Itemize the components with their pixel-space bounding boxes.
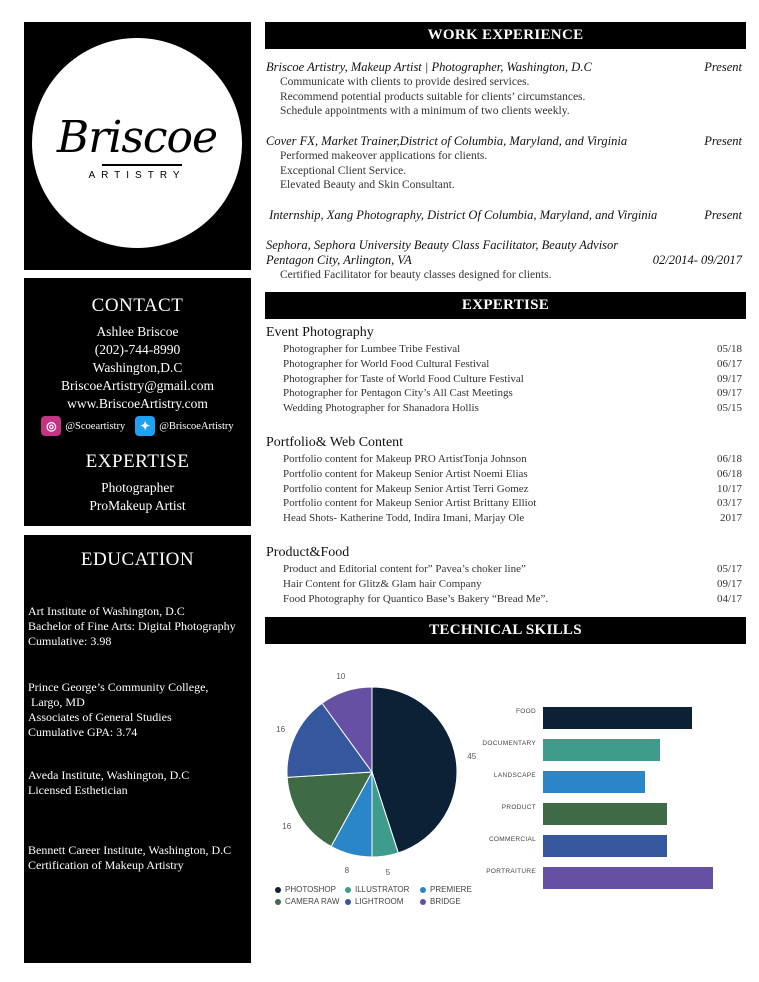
item-text: Portfolio content for Makeup Senior Artist Terri Gomez (283, 482, 529, 495)
job-entry (266, 208, 742, 223)
legend-swatch (275, 887, 281, 893)
pie-legend (275, 885, 485, 906)
education-school: Aveda Institute, Washington, D.C (28, 768, 190, 782)
legend-label: CAMERA RAW (285, 897, 340, 906)
list-item (266, 342, 742, 357)
logo-underline (102, 164, 182, 166)
legend-swatch (345, 887, 351, 893)
education-gpa: Cumulative: 3.98 (28, 634, 112, 648)
education-entry (28, 768, 189, 798)
item-text: Hair Content for Glitz& Glam hair Company (283, 577, 482, 590)
job-duty: Certified Facilitator for beauty classes designed for clients. (280, 269, 552, 281)
list-item (266, 467, 742, 482)
expertise-header: EXPERTISE (265, 292, 746, 319)
bar-label: DOCUMENTARY (482, 740, 536, 747)
twitter-handle[interactable]: @BriscoeArtistry (159, 420, 234, 432)
item-date: 04/17 (716, 592, 742, 605)
job-entry (266, 134, 742, 193)
logo-script: Briscoe (56, 112, 218, 163)
legend-label: BRIDGE (430, 897, 461, 906)
education-degree: Licensed Esthetician (28, 783, 128, 797)
list-item (266, 496, 742, 511)
item-text: Head Shots- Katherine Todd, Indira Imani, Marjay Ole (283, 512, 525, 525)
pie-data-label: 45 (467, 752, 477, 762)
education-school: Prince George’s Community College, (28, 680, 209, 694)
item-text: Photographer for World Food Cultural Festival (283, 357, 490, 370)
bar-commercial (543, 835, 667, 857)
bar-food (543, 707, 692, 729)
software-pie-chart (270, 671, 477, 877)
job-title: Cover FX, Market Trainer,District of Columbia, Maryland, and Virginia (266, 134, 628, 148)
social-links (24, 416, 251, 436)
side-expertise-title: EXPERTISE (85, 451, 190, 472)
item-date: 09/17 (716, 372, 742, 385)
education-gpa: Cumulative GPA: 3.74 (28, 725, 138, 739)
list-item (266, 357, 742, 372)
job-entry (266, 238, 742, 283)
work-experience-header: WORK EXPERIENCE (265, 22, 746, 49)
job-duty: Elevated Beauty and Skin Consultant. (280, 179, 455, 191)
job-date: Present (704, 60, 742, 74)
expertise-category (266, 434, 742, 526)
list-item (266, 577, 742, 592)
job-duty: Recommend potential products suitable for clients’ circumstances. (280, 90, 586, 103)
job-title: Sephora, Sephora University Beauty Class Facilitator, Beauty Advisor (266, 238, 619, 252)
list-item (266, 511, 742, 526)
list-item (266, 592, 742, 607)
item-date: 09/17 (716, 387, 742, 400)
legend-item (420, 897, 490, 906)
item-date: 06/17 (716, 357, 742, 370)
bar-landscape (543, 771, 645, 793)
job-duty: Schedule appointments with a minimum of two clients weekly. (280, 105, 570, 117)
item-date: 09/17 (716, 577, 742, 590)
bar-label: FOOD (516, 708, 536, 715)
legend-item (275, 897, 345, 906)
item-text: Portfolio content for Makeup Senior Artist Brittany Elliot (283, 497, 537, 510)
job-title: Briscoe Artistry, Makeup Artist | Photographer, Washington, D.C (266, 60, 592, 74)
bar-portraiture (543, 867, 713, 889)
item-text: Photographer for Pentagon City’s All Cast Meetings (283, 387, 513, 400)
twitter-icon[interactable]: ✦ (135, 416, 155, 436)
contact-title: CONTACT (91, 295, 184, 316)
bar-label: PORTRAITURE (486, 868, 536, 875)
legend-swatch (275, 899, 281, 905)
side-expertise-item: Photographer (101, 480, 174, 495)
bar-row (470, 860, 740, 892)
education-entry (28, 680, 208, 740)
item-date: 2017 (720, 512, 742, 525)
item-text: Photographer for Lumbee Tribe Festival (283, 343, 461, 355)
job-date: Present (704, 134, 742, 148)
item-date: 05/17 (716, 563, 742, 575)
side-expertise-item: ProMakeup Artist (89, 498, 186, 513)
instagram-icon[interactable]: ◎ (41, 416, 61, 436)
logo (32, 38, 242, 248)
education-entry (28, 604, 236, 649)
contact-phone: (202)-744-8990 (94, 342, 181, 357)
category-title: Portfolio& Web Content (266, 435, 404, 450)
item-text: Portfolio content for Makeup PRO ArtistTonja Johnson (283, 453, 527, 465)
category-title: Product&Food (266, 545, 350, 560)
bar-label: COMMERCIAL (488, 836, 536, 843)
job-location: Pentagon City, Arlington, VA (266, 253, 412, 267)
item-text: Wedding Photographer for Shanadora Hollis (283, 402, 479, 415)
list-item (266, 482, 742, 497)
pie-data-label: 16 (282, 822, 292, 832)
pie-data-label: 16 (276, 724, 286, 734)
job-duty: Performed makeover applications for clients. (280, 150, 488, 162)
legend-item (345, 885, 420, 894)
job-duty: Communicate with clients to provide desired services. (280, 76, 530, 88)
education-location: Largo, MD (28, 695, 85, 709)
education-degree: Bachelor of Fine Arts: Digital Photography (28, 619, 236, 633)
category-title: Event Photography (266, 325, 374, 340)
contact-name: Ashlee Briscoe (96, 324, 179, 339)
job-entry (266, 60, 742, 119)
bar-product (543, 803, 667, 825)
expertise-category (266, 544, 742, 606)
item-date: 06/18 (716, 467, 742, 480)
item-text: Product and Editorial content for” Pavea’s choker line” (283, 563, 526, 575)
legend-label: PREMIERE (430, 885, 472, 894)
education-title: EDUCATION (80, 549, 195, 570)
legend-label: ILLUSTRATOR (355, 885, 410, 894)
list-item (266, 562, 742, 577)
legend-item (345, 897, 420, 906)
job-date: 02/2014- 09/2017 (652, 253, 742, 267)
logo-subtitle: ARTISTRY (88, 170, 186, 181)
logo-panel (24, 22, 251, 270)
pie-data-label: 8 (344, 865, 350, 875)
legend-item (275, 885, 345, 894)
job-duty: Exceptional Client Service. (280, 164, 407, 177)
bar-documentary (543, 739, 660, 761)
technical-skills-header: TECHNICAL SKILLS (265, 617, 746, 644)
list-item (266, 401, 742, 416)
bar-row (470, 796, 740, 828)
job-title: Internship, Xang Photography, District Of Columbia, Maryland, and Virginia (266, 208, 658, 222)
bar-label: PRODUCT (501, 804, 536, 811)
legend-label: PHOTOSHOP (285, 885, 336, 894)
legend-swatch (420, 887, 426, 893)
education-school: Bennett Career Institute, Washington, D.C (28, 843, 232, 857)
education-degree: Certification of Makeup Artistry (28, 858, 184, 872)
job-date: Present (704, 208, 742, 222)
legend-swatch (420, 899, 426, 905)
education-degree: Associates of General Studies (28, 710, 172, 724)
photography-bar-chart (470, 700, 740, 892)
bar-label: LANDSCAPE (493, 772, 536, 779)
list-item (266, 372, 742, 387)
bar-row (470, 828, 740, 860)
item-date: 10/17 (716, 482, 742, 495)
education-panel (24, 535, 251, 963)
contact-panel (24, 278, 251, 526)
item-text: Portfolio content for Makeup Senior Artist Noemi Elias (283, 467, 528, 480)
pie-data-label: 5 (385, 867, 391, 877)
legend-swatch (345, 899, 351, 905)
education-school: Art Institute of Washington, D.C (28, 604, 185, 618)
legend-label: LIGHTROOM (355, 897, 404, 906)
item-text: Food Photography for Quantico Base’s Bakery “Bread Me”. (283, 592, 549, 605)
item-date: 05/18 (716, 343, 742, 355)
pie-data-label: 10 (336, 671, 346, 681)
list-item (266, 386, 742, 401)
list-item (266, 452, 742, 467)
education-entry (28, 843, 231, 873)
bar-row (470, 732, 740, 764)
expertise-category (266, 324, 742, 416)
bar-row (470, 700, 740, 732)
bar-row (470, 764, 740, 796)
item-date: 03/17 (716, 497, 742, 510)
contact-email[interactable]: BriscoeArtistry@gmail.com (60, 378, 215, 393)
item-date: 06/18 (716, 453, 742, 465)
instagram-handle[interactable]: @Scoeartistry (65, 420, 126, 432)
item-date: 05/15 (716, 402, 742, 415)
contact-location: Washington,D.C (92, 360, 183, 375)
item-text: Photographer for Taste of World Food Culture Festival (283, 372, 524, 385)
contact-website[interactable]: www.BriscoeArtistry.com (67, 396, 208, 411)
